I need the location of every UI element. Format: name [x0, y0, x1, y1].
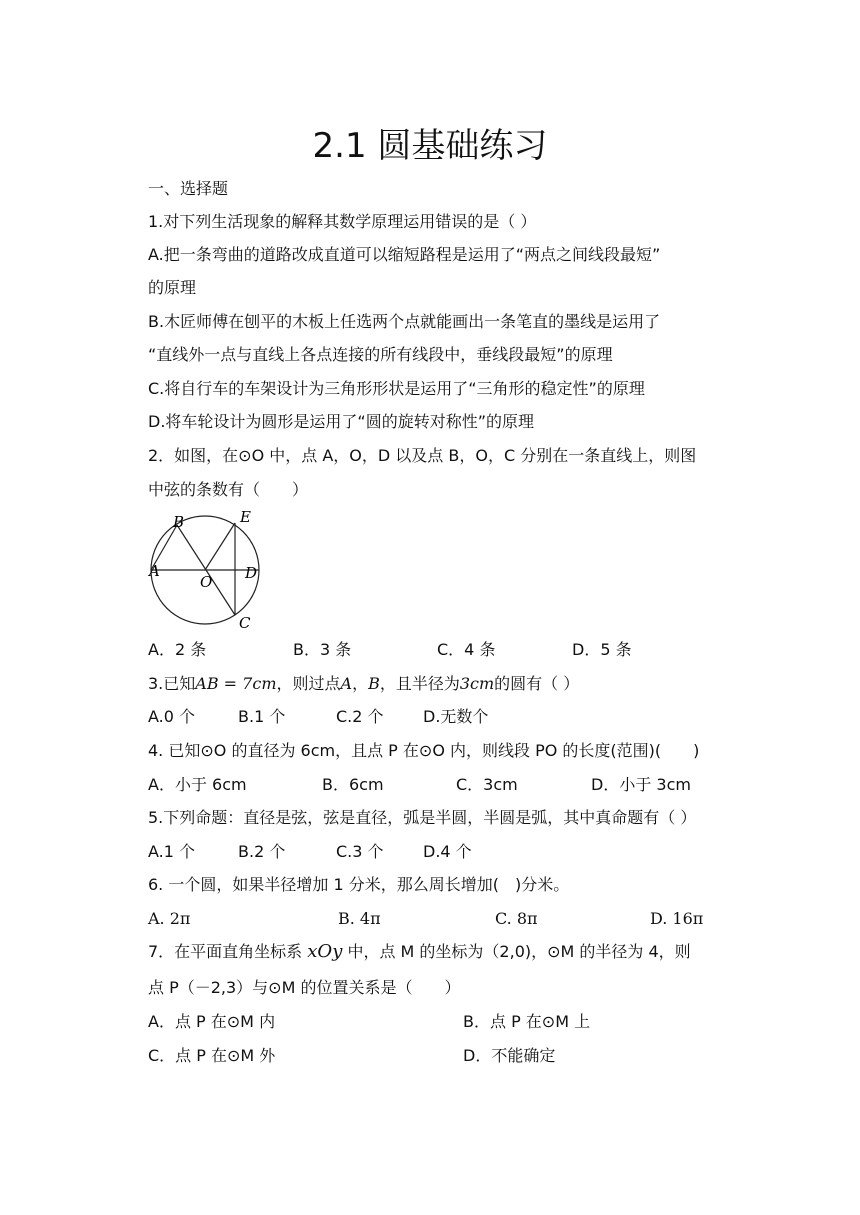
- q3-text-3: ，: [352, 674, 369, 693]
- q3-math-ab: AB = 7cm: [195, 674, 277, 693]
- q6-option-b: B. 4π: [338, 909, 381, 928]
- section-heading: 一、选择题: [148, 179, 229, 198]
- q4-option-a: A．小于 6cm: [148, 775, 247, 794]
- q1-option-a-line2: 的原理: [148, 278, 197, 297]
- point-label-b: B: [173, 513, 185, 531]
- q4-option-d: D．小于 3cm: [591, 775, 691, 794]
- q5-option-c: C.3 个: [336, 842, 384, 861]
- q6-option-c: C. 8π: [495, 909, 538, 928]
- q3-math-b: B: [368, 674, 380, 693]
- q7-stem-line2: 点 P（－2,3）与⊙M 的位置关系是（ ）: [148, 978, 461, 997]
- q3-text-5: 的圆有（ ）: [494, 674, 580, 693]
- q2-stem-line2: 中弦的条数有（ ）: [148, 480, 309, 499]
- q6-stem: 6. 一个圆，如果半径增加 1 分米，那么周长增加( )分米。: [148, 875, 570, 894]
- q7-stem-line1: [148, 940, 691, 964]
- q1-option-b-line1: B.木匠师傅在刨平的木板上任选两个点就能画出一条笔直的墨线是运用了: [148, 312, 661, 331]
- q3-math-a: A: [340, 674, 353, 693]
- page-title: 2.1 圆基础练习: [312, 126, 548, 166]
- q4-stem: 4. 已知⊙O 的直径为 6cm，且点 P 在⊙O 内，则线段 PO 的长度(范围)( ): [148, 741, 700, 760]
- q2-option-d: D．5 条: [572, 640, 632, 659]
- circle-figure: [145, 508, 275, 633]
- q3-option-d: D.无数个: [423, 707, 489, 726]
- q7-text-2: 中，点 M 的坐标为（2,0)，⊙M 的半径为 4，则: [342, 942, 691, 961]
- q7-math-xoy: xOy: [307, 941, 343, 962]
- q7-text-1: 7．在平面直角坐标系: [148, 942, 308, 961]
- q2-option-b: B．3 条: [293, 640, 352, 659]
- q5-option-b: B.2 个: [238, 842, 286, 861]
- q7-option-c: C．点 P 在⊙M 外: [148, 1046, 276, 1065]
- q1-option-d: D.将车轮设计为圆形是运用了“圆的旋转对称性”的原理: [148, 412, 534, 431]
- q3-stem: [148, 672, 579, 696]
- q1-option-a-line1: A.把一条弯曲的道路改成直道可以缩短路程是运用了“两点之间线段最短”: [148, 245, 661, 264]
- q2-option-c: C．4 条: [437, 640, 496, 659]
- segment-oe: [205, 523, 235, 570]
- q4-option-b: B．6cm: [322, 775, 384, 794]
- q5-option-d: D.4 个: [423, 842, 472, 861]
- q4-option-c: C．3cm: [456, 775, 518, 794]
- point-label-d: D: [245, 564, 258, 582]
- q7-option-d: D．不能确定: [463, 1046, 556, 1065]
- point-label-c: C: [239, 614, 251, 632]
- q7-option-b: B．点 P 在⊙M 上: [463, 1012, 591, 1031]
- q1-option-c: C.将自行车的车架设计为三角形形状是运用了“三角形的稳定性”的原理: [148, 379, 645, 398]
- q2-stem-line1: 2．如图，在⊙O 中，点 A，O，D 以及点 B，O，C 分别在一条直线上，则图: [148, 446, 697, 465]
- q1-stem: 1.对下列生活现象的解释其数学原理运用错误的是（ ）: [148, 212, 537, 231]
- q3-math-radius: 3cm: [459, 674, 495, 693]
- circle-diagram: [145, 508, 275, 633]
- point-label-e: E: [240, 508, 251, 526]
- point-label-o: O: [200, 573, 213, 591]
- q5-stem: 5.下列命题：直径是弦，弦是直径，弧是半圆，半圆是弧，其中真命题有（ ）: [148, 808, 697, 827]
- q7-option-a: A．点 P 在⊙M 内: [148, 1012, 276, 1031]
- q6-option-d: D. 16π: [650, 909, 704, 928]
- q3-text-4: ，且半径为: [379, 674, 460, 693]
- q3-option-a: A.0 个: [148, 707, 196, 726]
- q3-option-b: B.1 个: [238, 707, 286, 726]
- q5-option-a: A.1 个: [148, 842, 196, 861]
- q3-option-c: C.2 个: [336, 707, 384, 726]
- q2-option-a: A．2 条: [148, 640, 207, 659]
- q3-text-2: ，则过点: [276, 674, 341, 693]
- point-label-a: A: [149, 562, 160, 580]
- q3-text-1: 3.已知: [148, 674, 196, 693]
- q1-option-b-line2: “直线外一点与直线上各点连接的所有线段中，垂线段最短”的原理: [148, 345, 613, 364]
- q6-option-a: A. 2π: [148, 909, 191, 928]
